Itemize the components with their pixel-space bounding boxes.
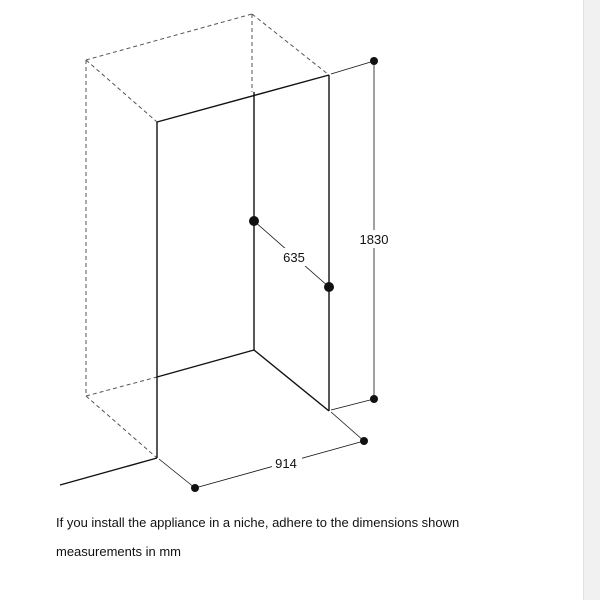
niche-bottom-back-edge [86,377,157,396]
wall-floor-edge [254,350,329,411]
niche-bottom-left-edge [86,396,157,458]
height-bottom-point [370,395,378,403]
units-note: measurements in mm [56,544,181,559]
width-right-point [360,437,368,445]
width-extension-left [159,459,195,488]
height-extension-top [331,61,374,74]
wall-floor-back-edge [157,350,254,377]
width-extension-right [331,412,364,441]
niche-right-top-edge [252,14,329,75]
width-left-point [191,484,199,492]
niche-back-top-edge [86,14,252,60]
niche-walls [60,75,329,485]
niche-outline-dashed [86,14,329,458]
dimension-points [191,57,378,492]
floor-line [60,458,157,485]
width-label: 914 [275,456,297,471]
depth-back-point [249,216,259,226]
depth-label: 635 [283,250,305,265]
wall-top-edge [157,75,329,122]
scrollbar[interactable] [583,0,600,600]
height-top-point [370,57,378,65]
height-extension-bottom [331,399,374,410]
installation-caption: If you install the appliance in a niche, adhere to the dimensions shown [56,515,460,530]
depth-front-point [324,282,334,292]
height-label: 1830 [359,232,389,247]
niche-left-top-edge [86,60,157,122]
dimension-lines [159,61,374,488]
